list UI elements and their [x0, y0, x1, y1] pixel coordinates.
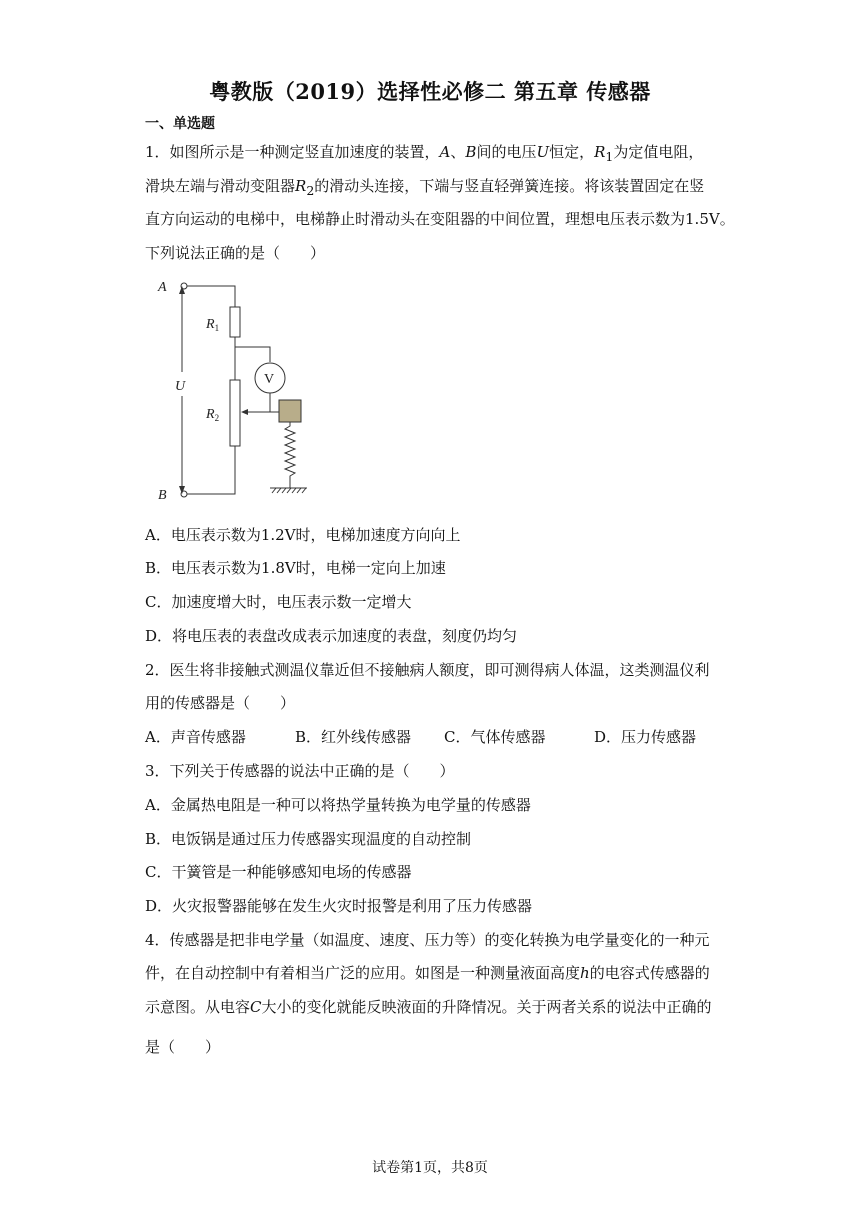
q3-option-b[interactable]: B．电饭锅是通过压力传感器实现温度的自动控制	[145, 830, 472, 848]
slider-arrow-head	[241, 409, 248, 415]
q2-option-a[interactable]: A．声音传感器	[145, 728, 246, 746]
label-U: U	[175, 379, 186, 394]
rheostat-R2	[230, 380, 240, 446]
ground-hatch	[272, 488, 306, 493]
wire-bottom	[187, 446, 235, 494]
q1-line-1: 1．如图所示是一种测定竖直加速度的装置，A、B间的电压U恒定，$R_1$为定值电阻，	[145, 143, 704, 164]
page-footer: 试卷第1页，共8页	[372, 1160, 488, 1176]
section-heading: 一、单选题	[145, 116, 215, 132]
accelerometer-circuit-diagram	[155, 276, 325, 506]
q2-option-c[interactable]: C．气体传感器	[444, 728, 546, 746]
wire-top	[187, 286, 235, 307]
q1-option-d[interactable]: D．将电压表的表盘改成表示加速度的表盘，刻度仍均匀	[145, 627, 518, 645]
q3-option-a[interactable]: A．金属热电阻是一种可以将热学量转换为电学量的传感器	[145, 796, 531, 814]
q1-line-4: 下列说法正确的是（ ）	[145, 244, 326, 262]
q2-line-1: 2．医生将非接触式测温仪靠近但不接触病人额度，即可测得病人体温，这类测温仪利	[145, 661, 710, 679]
wire-voltmeter	[235, 347, 270, 362]
q4-line-4: 是（ ）	[145, 1038, 221, 1056]
page-title: 粤教版（2019）选择性必修二 第五章 传感器	[209, 79, 651, 104]
q4-line-2: 件，在自动控制中有着相当广泛的应用。如图是一种测量液面高度h的电容式传感器的	[145, 964, 710, 982]
q3-line-1: 3．下列关于传感器的说法中正确的是（ ）	[145, 762, 455, 780]
slider-block	[279, 400, 301, 422]
q2-option-b[interactable]: B．红外线传感器	[295, 728, 412, 746]
q4-line-3: 示意图。从电容C大小的变化就能反映液面的升降情况。关于两者关系的说法中正确的	[145, 998, 712, 1016]
q2-option-d[interactable]: D．压力传感器	[594, 728, 697, 746]
voltmeter-label: V	[264, 372, 275, 387]
resistor-R1	[230, 307, 240, 337]
label-R2: $R_2$	[206, 407, 220, 423]
q3-option-c[interactable]: C．干簧管是一种能够感知电场的传感器	[145, 863, 412, 881]
q4-line-1: 4．传感器是把非电学量（如温度、速度、压力等）的变化转换为电学量变化的一种元	[145, 931, 710, 949]
q1-option-b[interactable]: B．电压表示数为1.8V时，电梯一定向上加速	[145, 559, 446, 577]
label-B: B	[158, 488, 167, 503]
q1-line-2: 滑块左端与滑动变阻器$R_2$的滑动头连接，下端与竖直轻弹簧连接。将该装置固定在竖	[145, 177, 705, 198]
q1-line-3: 直方向运动的电梯中，电梯静止时滑动头在变阻器的中间位置，理想电压表示数为1.5V。	[145, 210, 735, 228]
q3-option-d[interactable]: D．火灾报警器能够在发生火灾时报警是利用了压力传感器	[145, 897, 533, 915]
spring	[285, 422, 295, 488]
q1-option-a[interactable]: A．电压表示数为1.2V时，电梯加速度方向向上	[145, 526, 461, 544]
q1-option-c[interactable]: C．加速度增大时，电压表示数一定增大	[145, 593, 412, 611]
q2-line-2: 用的传感器是（ ）	[145, 694, 296, 712]
label-R1: $R_1$	[206, 317, 220, 333]
label-A: A	[158, 280, 167, 295]
